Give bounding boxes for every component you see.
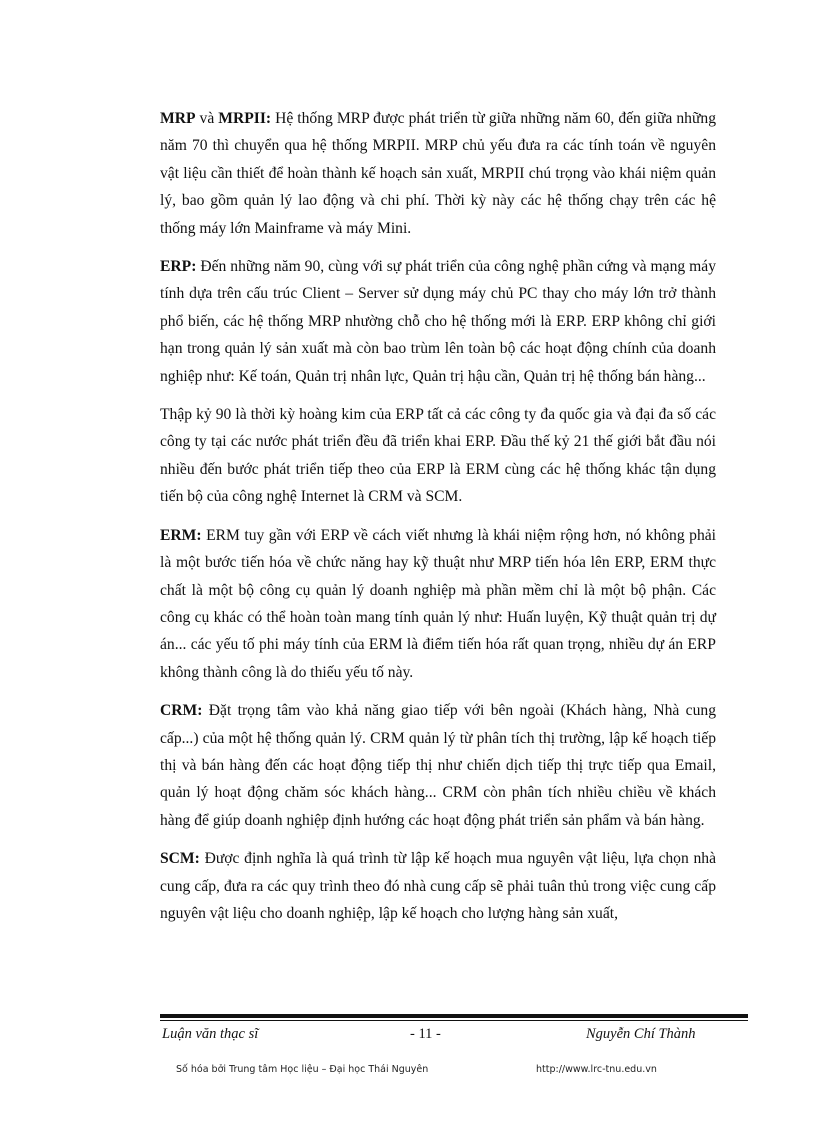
term-mrp: MRP [160,110,196,127]
footer-page-number: - 11 - [410,1026,441,1042]
connector-text: và [195,110,219,127]
paragraph-text: Đến những năm 90, cùng với sự phát triển của công nghệ phần cứng và mạng máy tính dựa trên cấu trúc Client – Server sử dụng máy chủ PC thay cho máy lớn trở thành phổ biến, các hệ thống MRP nhường chỗ cho hệ thống mới là ERP. ERP không chỉ giới hạn trong quản lý sản xuất mà còn bao trùm lên toàn bộ các hoạt động chính của doanh nghiệp như: Kế toán, Quản trị nhân lực, Quản trị hậu cần, Quản trị hệ thống bán hàng... [160,258,716,385]
term-scm: SCM: [160,850,200,868]
footer-rule-thin [160,1020,748,1021]
paragraph-mrp [160,105,716,242]
term-erm: ERM: [160,526,202,544]
paragraph-text: Đặt trọng tâm vào khả năng giao tiếp với bên ngoài (Khách hàng, Nhà cung cấp...) của một hệ thống quản lý. CRM quản lý từ phân tích thị trường, lập kế hoạch tiếp thị và bán hàng đến các hoạt động tiếp thị như chiến dịch tiếp thị trực tiếp qua Email, quản lý hoạt động chăm sóc khách hàng... CRM còn phân tích nhiều chiều về khách hàng để giúp doanh nghiệp định hướng các hoạt động phát triển sản phẩm và bán hàng. [160,702,716,829]
digitization-url: http://www.lrc-tnu.edu.vn [536,1064,657,1075]
paragraph-erm [160,522,716,686]
footer-author: Nguyễn Chí Thành [586,1026,696,1042]
term-crm: CRM: [160,702,203,720]
term-mrpii: MRPII: [218,110,272,127]
paragraph-text: Được định nghĩa là quá trình từ lập kế hoạch mua nguyên vật liệu, lựa chọn nhà cung cấp, đưa ra các quy trình theo đó nhà cung cấp sẽ phải tuân thủ trong việc cung cấp nguyên vật liệu cho doanh nghiệp, lập kế hoạch cho lượng hàng sản xuất, [160,850,716,922]
footer-rule-thick [160,1014,748,1018]
paragraph-text: Hệ thống MRP được phát triển từ giữa những năm 60, đến giữa những năm 70 thì chuyển qua hệ thống MRPII. MRP chủ yếu đưa ra các tính toán về nguyên vật liệu cần thiết để hoàn thành kế hoạch sản xuất, MRPII chú trọng vào khái niệm quản lý, bao gồm quản lý lao động và chi phí. Thời kỳ này các hệ thống chạy trên các hệ thống máy lớn Mainframe và máy Mini. [160,110,716,237]
paragraph-erp [160,253,716,390]
paragraph-text: Thập kỷ 90 là thời kỳ hoàng kim của ERP tất cả các công ty đa quốc gia và đại đa số các công ty tại các nước phát triển đều đã triển khai ERP. Đầu thế kỷ 21 thế giới bắt đầu nói nhiều đến bước phát triển tiếp theo của ERP là ERM cùng các hệ thống khác tận dụng tiến bộ của công nghệ Internet là CRM và SCM. [160,406,716,506]
paragraph-scm [160,845,716,927]
digitization-credit: Số hóa bởi Trung tâm Học liệu – Đại học Thái Nguyên [176,1064,429,1075]
term-erp: ERP: [160,258,197,276]
paragraph-decade-90 [160,401,716,511]
paragraph-text: ERM tuy gần với ERP về cách viết nhưng là khái niệm rộng hơn, nó không phải là một bước tiến hóa về chức năng hay kỹ thuật như MRP tiến hóa lên ERP, ERM thực chất là một bộ công cụ quản lý doanh nghiệp mà phần mềm chỉ là một bộ phận. Các công cụ khác có thể hoàn toàn mang tính quản lý như: Huấn luyện, Kỹ thuật quản trị dự án... các yếu tố phi máy tính của ERM là điểm tiến hóa rất quan trọng, nhiều dự án ERP không thành công là do thiếu yếu tố này. [160,526,716,681]
paragraph-crm [160,697,716,834]
page-body [160,105,716,938]
footer-thesis-label: Luận văn thạc sĩ [162,1026,259,1042]
